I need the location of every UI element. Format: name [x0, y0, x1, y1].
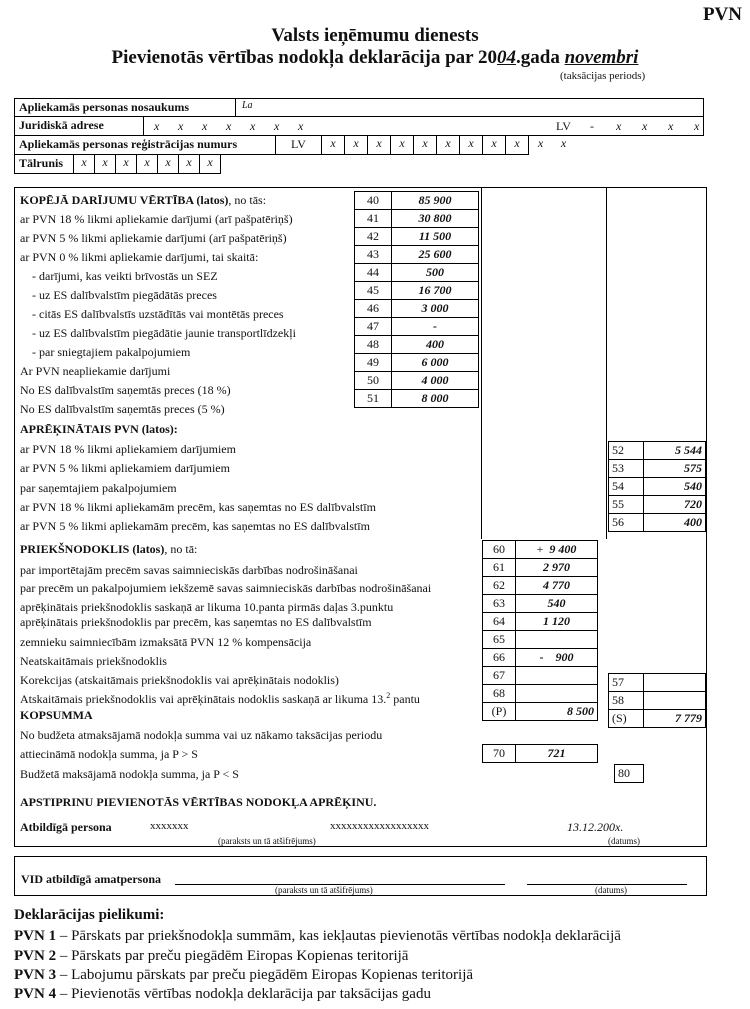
row-48: 48 400 — [355, 336, 479, 354]
row-40-label: KOPĒJĀ DARĪJUMU VĒRTĪBA (latos), no tās: — [20, 193, 267, 207]
attachment-item: PVN 1 – Pārskats par priekšnodokļa summām, kas iekļautas pievienotās vērtības nodokļa deklarācijā — [14, 928, 621, 944]
row-42: 42 11 500 — [355, 228, 479, 246]
name-field[interactable]: La — [236, 98, 704, 117]
row-42-label: ar PVN 5 % likmi apliekamie darījumi (arī pašpatēriņš) — [20, 231, 287, 245]
row-63-label: aprēķinātais priekšnodoklis saskaņā ar likuma 10.panta pirmās daļas 3.punktu — [20, 600, 394, 614]
approval-statement: APSTIPRINU PIEVIENOTĀS VĒRTĪBAS NODOKĻA APRĒĶINU. — [20, 795, 377, 809]
row-55-label: ar PVN 18 % likmi apliekamām precēm, kas saņemtas no ES dalībvalstīm — [20, 500, 376, 514]
refund-label-2: attiecināmā nodokļa summa, ja P > S — [20, 747, 198, 761]
row-54-label: par saņemtajiem pakalpojumiem — [20, 481, 177, 495]
date-field[interactable]: 13.12.200x. — [567, 820, 624, 834]
attachments-heading: Deklarācijas pielikumi: — [14, 907, 165, 923]
address-row — [14, 117, 704, 136]
row-43: 43 25 600 — [355, 246, 479, 264]
phone-label: Tālrunis — [14, 155, 74, 174]
row-67-label: Korekcijas (atskaitāmais priekšnodoklis vai aprēķinātais nodoklis) — [20, 673, 339, 687]
row-51-label: No ES dalībvalstīm saņemtās preces (5 %) — [20, 402, 225, 416]
address-field[interactable]: x x x x x x x LV - x x x x — [144, 117, 704, 136]
attachment-item: PVN 4 – Pievienotās vērtības nodokļa deklarācija par taksācijas gadu — [14, 986, 431, 1002]
period-month: novembri — [564, 47, 639, 68]
row-68-label: Atskaitāmais priekšnodoklis vai aprēķinātais nodoklis saskaņā ar likuma 13.$^2$ pantu — [20, 691, 420, 706]
row-41-label: ar PVN 18 % likmi apliekamie darījumi (arī pašpatēriņš) — [20, 212, 293, 226]
signature-caption: (paraksts un tā atšifrējums) — [218, 836, 316, 846]
row-48-label: - par sniegtajiem pakalpojumiem — [32, 345, 191, 359]
row-56: 56 400 — [609, 514, 706, 532]
year-suffix: 04 — [497, 47, 516, 68]
row-49-label: Ar PVN neapliekamie darījumi — [20, 364, 171, 378]
signature-field[interactable]: xxxxxxxxxxxxxxxxxx — [330, 820, 429, 832]
row-45-label: - uz ES dalībvalstīm piegādātās preces — [32, 288, 217, 302]
pay-label: Budžetā maksājamā nodokļa summa, ja P < S — [20, 767, 239, 781]
regnum-field[interactable]: x x x x x x x x x x x — [322, 136, 575, 155]
input-tax-heading: PRIEKŠNODOKLIS (latos), no tā: — [20, 542, 198, 556]
calc-heading: APRĒĶINĀTAIS PVN (latos): — [20, 422, 178, 436]
responsible-name[interactable]: xxxxxxx — [150, 820, 189, 832]
row-43-label: ar PVN 0 % likmi apliekamie darījumi, tai skaitā: — [20, 250, 259, 264]
authority-title: Valsts ieņēmumu dienests — [271, 25, 479, 46]
row-60: 60 + 9 400 — [483, 541, 598, 559]
row-45: 45 16 700 — [355, 282, 479, 300]
row-50: 50 4 000 — [355, 372, 479, 390]
name-label: Apliekamās personas nosaukums — [14, 98, 236, 117]
row-53-label: ar PVN 5 % likmi apliekamiem darījumiem — [20, 461, 230, 475]
regnum-row — [14, 136, 704, 155]
calc-table — [608, 441, 706, 532]
corrections-right-table — [608, 673, 706, 728]
row-70: 70 721 — [483, 745, 598, 763]
row-49: 49 6 000 — [355, 354, 479, 372]
row-80: 80 — [615, 765, 706, 783]
vid-signature-caption: (paraksts un tā atšifrējums) — [275, 885, 373, 895]
row-62-label: par precēm un pakalpojumiem iekšzemē savas saimnieciskās darbības nodrošināšanai — [20, 581, 432, 595]
col-divider-2 — [606, 187, 607, 539]
vid-label: VID atbildīgā amatpersona — [21, 872, 162, 886]
row-46: 46 3 000 — [355, 300, 479, 318]
pay-table — [614, 764, 705, 783]
row-54: 54 540 — [609, 478, 706, 496]
input-tax-table — [482, 540, 598, 721]
row-67: 67 — [483, 667, 598, 685]
total-label: KOPSUMMA — [20, 708, 93, 722]
row-total-p: (P) 8 500 — [483, 703, 598, 721]
col-divider-1 — [481, 187, 482, 539]
row-64-label: aprēķinātais priekšnodoklis par precēm, kas saņemtas no ES dalībvalstīm — [20, 615, 372, 629]
vid-date-caption: (datums) — [595, 885, 627, 895]
declaration-title: Pievienotās vērtības nodokļa deklarācija par 2004.gada novembri — [111, 47, 639, 68]
row-66: 66 - 900 — [483, 649, 598, 667]
vid-box — [14, 856, 707, 896]
row-62: 62 4 770 — [483, 577, 598, 595]
name-row — [14, 98, 704, 117]
refund-label-1: No budžeta atmaksājamā nodokļa summa vai uz nākamo taksācijas periodu — [20, 728, 383, 742]
refund-table — [482, 744, 598, 763]
row-66-label: Neatskaitāmais priekšnodoklis — [20, 654, 167, 668]
row-68: 68 — [483, 685, 598, 703]
row-47: 47 - — [355, 318, 479, 336]
row-41: 41 30 800 — [355, 210, 479, 228]
date-caption: (datums) — [608, 836, 640, 846]
address-label: Juridiskā adrese — [14, 117, 144, 136]
row-53: 53 575 — [609, 460, 706, 478]
attachment-item: PVN 2 – Pārskats par preču piegādēm Eiropas Kopienas teritorijā — [14, 948, 409, 964]
row-65: 65 — [483, 631, 598, 649]
row-55: 55 720 — [609, 496, 706, 514]
responsible-label: Atbildīgā persona — [20, 820, 112, 834]
row-57: 57 — [609, 674, 706, 692]
row-40: 40 85 900 — [355, 192, 479, 210]
row-63: 63 540 — [483, 595, 598, 613]
phone-row — [14, 155, 704, 174]
row-total-s: (S) 7 779 — [609, 710, 706, 728]
row-52-label: ar PVN 18 % likmi apliekamiem darījumiem — [20, 442, 236, 456]
row-56-label: ar PVN 5 % likmi apliekamām precēm, kas saņemtas no ES dalībvalstīm — [20, 519, 370, 533]
row-44: 44 500 — [355, 264, 479, 282]
regnum-label: Apliekamās personas reģistrācijas numurs — [14, 136, 276, 155]
row-52: 52 5 544 — [609, 442, 706, 460]
taxpayer-section — [14, 98, 704, 174]
row-50-label: No ES dalībvalstīm saņemtās preces (18 %) — [20, 383, 231, 397]
row-44-label: - darījumi, kas veikti brīvostās un SEZ — [32, 269, 218, 283]
phone-field[interactable]: x x x x x x x — [74, 155, 221, 174]
regnum-country: LV — [276, 136, 322, 155]
attachment-item: PVN 3 – Labojumu pārskats par preču piegādēm Eiropas Kopienas teritorijā — [14, 967, 474, 983]
row-64: 64 1 120 — [483, 613, 598, 631]
address-country: LV — [556, 119, 571, 133]
row-61-label: par importētajām precēm savas saimnieciskās darbības nodrošināšanai — [20, 563, 358, 577]
transactions-table — [354, 191, 479, 408]
row-51: 51 8 000 — [355, 390, 479, 408]
form-code: PVN — [702, 4, 742, 25]
row-58: 58 — [609, 692, 706, 710]
row-47-label: - uz ES dalībvalstīm piegādātie jaunie transportlīdzekļi — [32, 326, 296, 340]
period-caption: (taksācijas periods) — [560, 70, 646, 82]
row-46-label: - citās ES dalībvalstīs uzstādītās vai montētās preces — [32, 307, 284, 321]
row-65-label: zemnieku saimniecībām izmaksātā PVN 12 % kompensācija — [20, 635, 312, 649]
row-61: 61 2 970 — [483, 559, 598, 577]
